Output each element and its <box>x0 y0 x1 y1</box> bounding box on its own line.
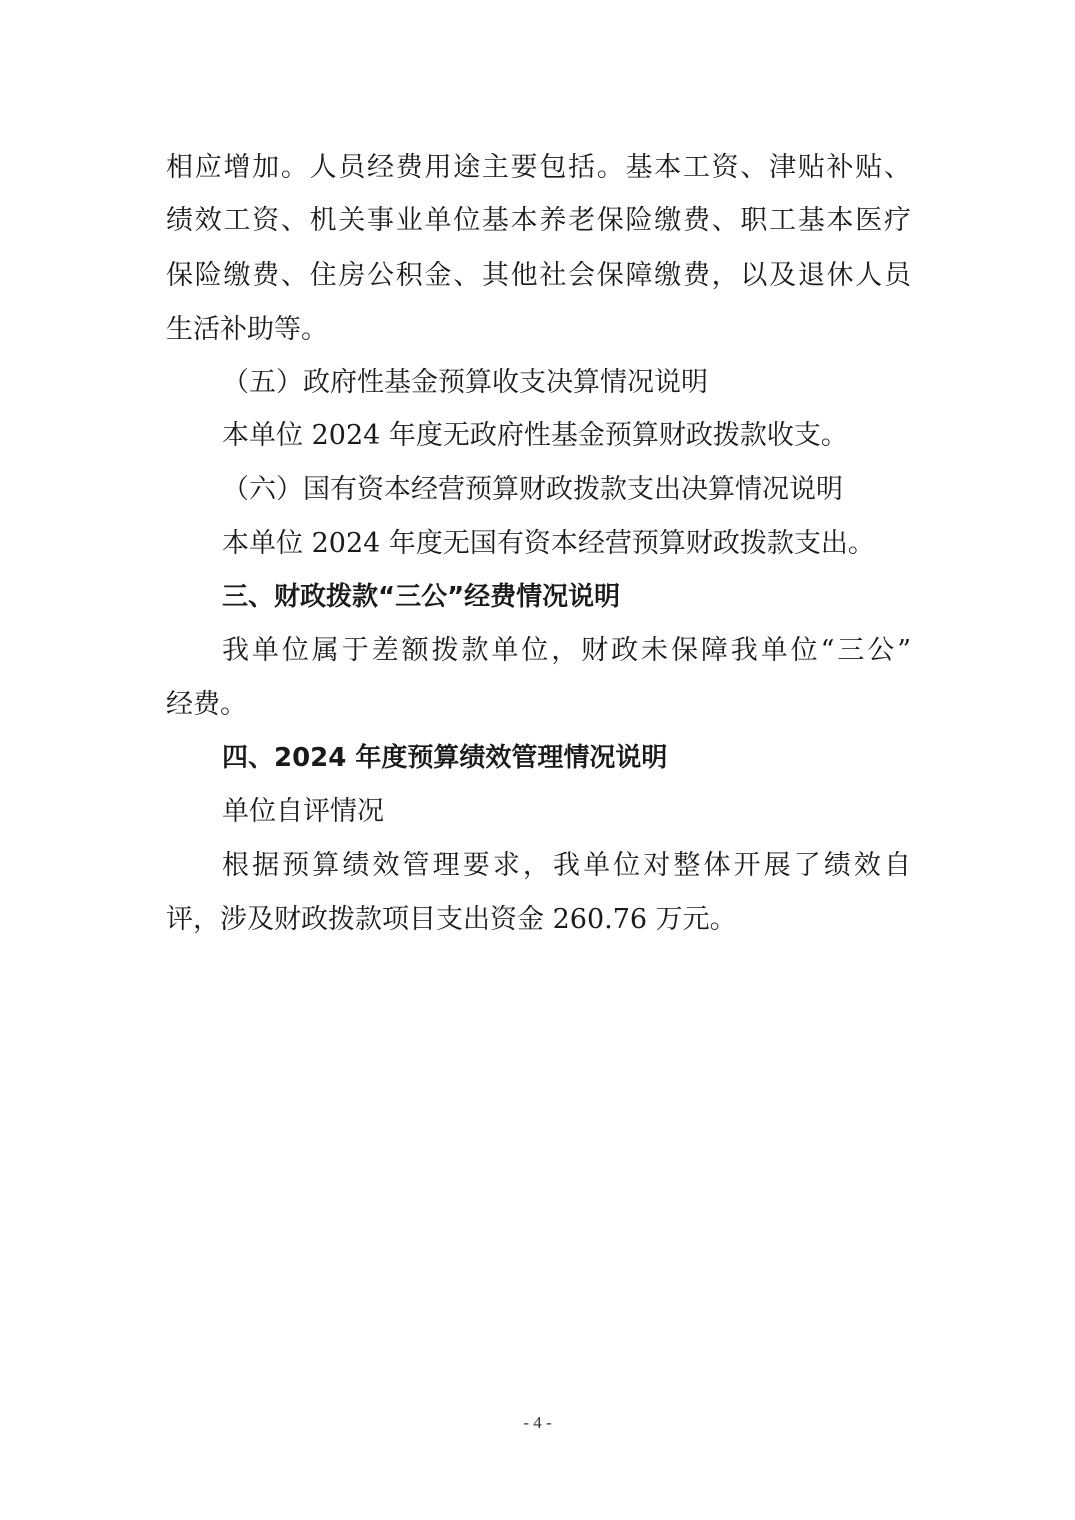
part-4-paragraph-line-2: 评，涉及财政拨款项目支出资金 260.76 万元。 <box>166 904 737 935</box>
page-number: - 4 - <box>523 1413 552 1432</box>
part-4-paragraph-line-1: 根据预算绩效管理要求，我单位对整体开展了绩效自 <box>222 850 911 881</box>
part-4-subheading: 单位自评情况 <box>222 796 384 827</box>
personnel-paragraph-line-3: 保险缴费、住房公积金、其他社会保障缴费，以及退休人员 <box>166 260 911 291</box>
section-5-body: 本单位 2024 年度无政府性基金预算财政拨款收支。 <box>222 420 848 451</box>
part-3-paragraph-line-2: 经费。 <box>166 689 247 720</box>
personnel-paragraph-line-2: 绩效工资、机关事业单位基本养老保险缴费、职工基本医疗 <box>166 205 911 236</box>
personnel-paragraph-line-1: 相应增加。人员经费用途主要包括。基本工资、津贴补贴、 <box>166 152 911 183</box>
section-6-body: 本单位 2024 年度无国有资本经营预算财政拨款支出。 <box>222 528 875 559</box>
personnel-paragraph-line-4: 生活补助等。 <box>166 314 328 345</box>
part-3-heading: 三、财政拨款“三公”经费情况说明 <box>222 582 621 612</box>
part-4-heading: 四、2024 年度预算绩效管理情况说明 <box>222 743 668 773</box>
section-5-title: （五）政府性基金预算收支决算情况说明 <box>222 367 708 398</box>
section-6-title: （六）国有资本经营预算财政拨款支出决算情况说明 <box>222 474 843 505</box>
part-3-paragraph-line-1: 我单位属于差额拨款单位，财政未保障我单位“三公” <box>222 635 911 666</box>
